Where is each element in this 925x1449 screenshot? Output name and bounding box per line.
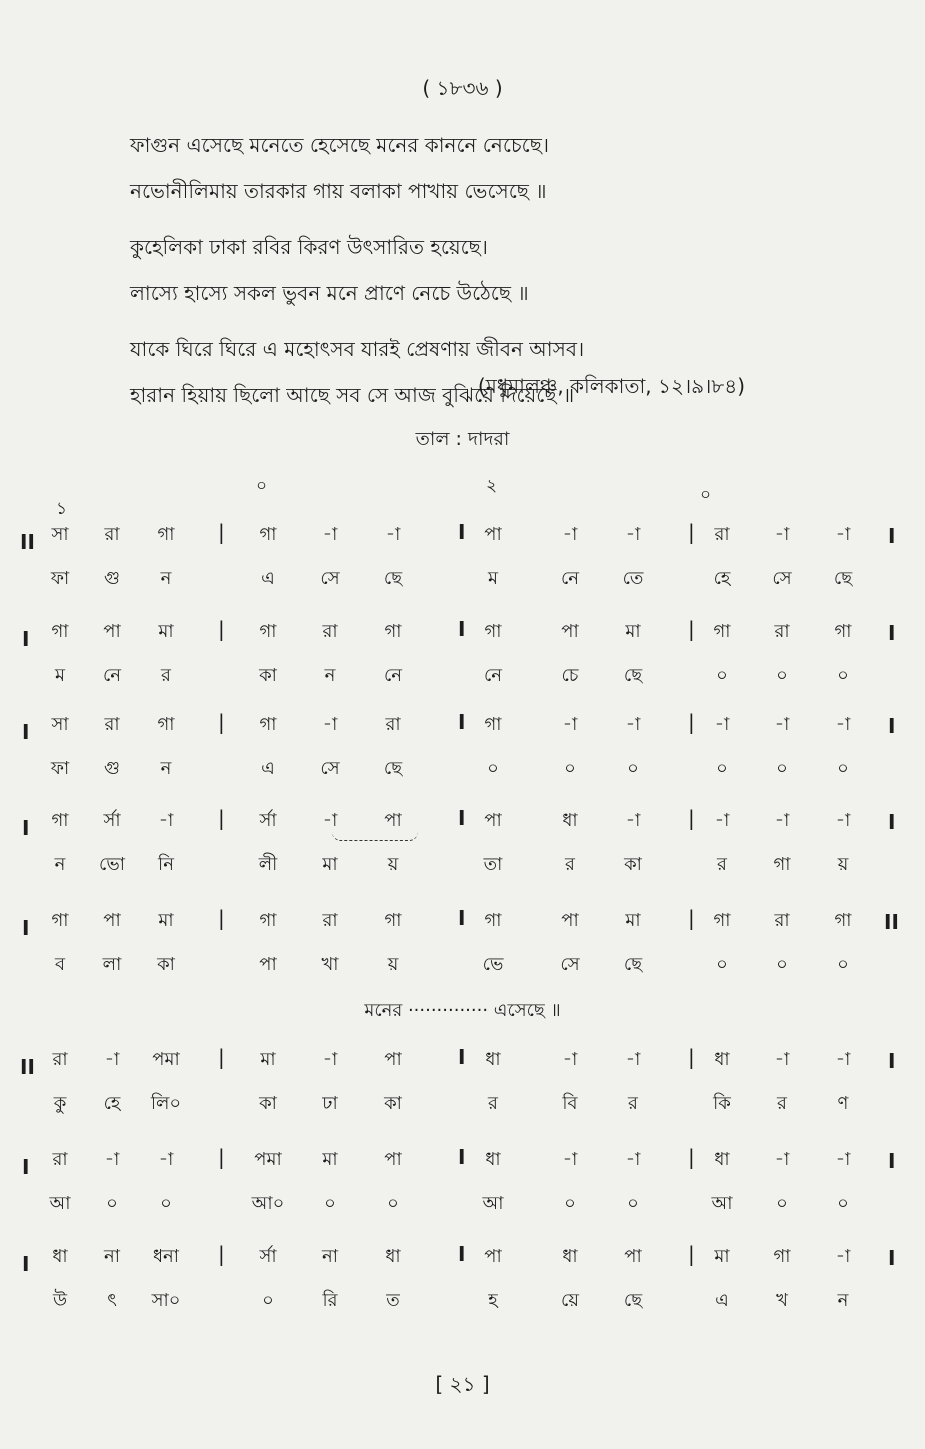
note-cell: মা (260, 1049, 276, 1070)
note-cell: ধা (485, 1049, 501, 1070)
syllable-cell: নে (383, 665, 403, 686)
syllable-cell: কা (259, 665, 277, 686)
syllable-cell: ০ (564, 758, 576, 779)
note-cell: রা (104, 714, 120, 735)
note-cell: গা (51, 621, 69, 642)
syllable-cell: কা (259, 1093, 277, 1114)
syllable-cell: ০ (837, 758, 849, 779)
syllable-cell: লী (258, 854, 278, 875)
note-cell: -া (625, 1049, 641, 1070)
note-cell: -া (835, 714, 851, 735)
note-cell: গা (51, 810, 69, 831)
syllable-cell: লা (102, 954, 122, 975)
syllable-cell: ফা (50, 758, 70, 779)
syllable-cell: ০ (160, 1193, 172, 1214)
note-cell: গা (834, 910, 852, 931)
bar-line-open: II (20, 530, 35, 554)
syllable-cell: নে (560, 568, 580, 589)
tala-heading: তাল : দাদরা (415, 428, 510, 450)
syllable-cell: ০ (776, 954, 788, 975)
note-cell: গা (384, 621, 402, 642)
refrain-line: মনের ·············· এসেছে ॥ (364, 1000, 561, 1021)
note-cell: মা (158, 910, 174, 931)
syllable-cell: য় (387, 854, 399, 875)
bar-separator: I (458, 1045, 466, 1069)
lyric-line: যাকে ঘিরে ঘিরে এ মহোৎসব যারই প্রেষণায় জীবন আসব। (130, 337, 585, 361)
lyric-line: কুহেলিকা ঢাকা রবির কিরণ উৎসারিত হয়েছে। (130, 235, 488, 259)
syllable-cell: ০ (387, 1193, 399, 1214)
note-cell: পা (484, 1246, 502, 1267)
syllable-cell: এ (715, 1290, 729, 1311)
syllable-cell: পা (259, 954, 277, 975)
note-cell: পা (624, 1246, 642, 1267)
bar-separator: | (218, 520, 225, 544)
syllable-cell: খ (776, 1290, 788, 1311)
bar-separator: | (218, 1045, 225, 1069)
page-number-top: ( ১৮৩৬ ) (422, 76, 503, 100)
syllable-cell: ০ (106, 1193, 118, 1214)
note-cell: সা (51, 714, 69, 735)
note-cell: -া (835, 1149, 851, 1170)
note-cell: -া (104, 1149, 120, 1170)
syllable-cell: র (161, 665, 171, 686)
note-cell: রা (322, 910, 338, 931)
syllable-cell: ছে (383, 758, 403, 779)
note-cell: র্সা (259, 1246, 277, 1267)
note-cell: -া (625, 1149, 641, 1170)
syllable-cell: য় (837, 854, 849, 875)
bar-separator: | (688, 617, 695, 641)
note-cell: -া (322, 1049, 338, 1070)
syllable-cell: আ (482, 1193, 504, 1214)
bar-separator: I (458, 906, 466, 930)
syllable-cell: সে (320, 758, 340, 779)
syllable-cell: ০ (837, 954, 849, 975)
bar-line-close: I (888, 1246, 896, 1270)
note-cell: গা (713, 910, 731, 931)
syllable-cell: হ (488, 1290, 498, 1311)
note-cell: গা (384, 910, 402, 931)
syllable-cell: ০ (627, 758, 639, 779)
bar-separator: | (688, 1045, 695, 1069)
note-cell: সা (51, 524, 69, 545)
note-cell: -া (714, 810, 730, 831)
syllable-cell: ণ (837, 1093, 849, 1114)
note-cell: -া (562, 714, 578, 735)
note-cell: মা (322, 1149, 338, 1170)
syllable-cell: আ (711, 1193, 733, 1214)
syllable-cell: ছে (383, 568, 403, 589)
syllable-cell: রি (322, 1290, 338, 1311)
syllable-cell: র (717, 854, 727, 875)
syllable-cell: উ (52, 1290, 68, 1311)
syllable-cell: র (488, 1093, 498, 1114)
note-cell: -া (385, 524, 401, 545)
beat-mark-second: ০ (256, 476, 268, 496)
note-cell: র্সা (259, 810, 277, 831)
note-cell: -া (625, 810, 641, 831)
bar-separator: | (688, 906, 695, 930)
note-cell: -া (562, 1149, 578, 1170)
note-cell: গা (484, 714, 502, 735)
syllable-cell: ০ (776, 665, 788, 686)
lyric-line: হারান হিয়ায় ছিলো আছে সব সে আজ বুঝিয়ে দিয়েছে ॥ (130, 383, 575, 407)
note-cell: গা (773, 1246, 791, 1267)
note-cell: -া (562, 1049, 578, 1070)
note-cell: রা (104, 524, 120, 545)
page-number-bottom: [ ২১ ] (435, 1372, 490, 1396)
syllable-cell: ন (54, 854, 66, 875)
syllable-cell: ০ (716, 954, 728, 975)
bar-separator: | (688, 520, 695, 544)
note-cell: -া (835, 1049, 851, 1070)
syllable-cell: তে (622, 568, 644, 589)
bar-separator: | (688, 1145, 695, 1169)
note-cell: -া (104, 1049, 120, 1070)
note-cell: পা (384, 810, 402, 831)
syllable-cell: গু (104, 758, 120, 779)
note-cell: পা (561, 910, 579, 931)
syllable-cell: র (777, 1093, 787, 1114)
syllable-cell: ০ (564, 1193, 576, 1214)
note-cell: রা (774, 621, 790, 642)
note-cell: ধা (52, 1246, 68, 1267)
note-cell: -া (774, 1149, 790, 1170)
note-cell: রা (385, 714, 401, 735)
note-cell: না (322, 1246, 338, 1267)
syllable-cell: ফা (50, 568, 70, 589)
syllable-cell: গু (104, 568, 120, 589)
syllable-cell: য় (387, 954, 399, 975)
syllable-cell: নে (102, 665, 122, 686)
bar-line-close: I (888, 1149, 896, 1173)
note-cell: মা (625, 910, 641, 931)
note-cell: র্সা (103, 810, 121, 831)
note-cell: ধা (485, 1149, 501, 1170)
bar-separator: | (218, 617, 225, 641)
lyric-line: লাস্যে হাস্যে সকল ভুবন মনে প্রাণে নেচে উঠেছে ॥ (130, 281, 529, 305)
note-cell: -া (774, 714, 790, 735)
note-cell: গা (259, 910, 277, 931)
syllable-cell: ৎ (107, 1290, 117, 1311)
syllable-cell: ০ (716, 758, 728, 779)
syllable-cell: কু (53, 1093, 67, 1114)
syllable-cell: ছে (833, 568, 853, 589)
note-cell: গা (259, 621, 277, 642)
note-cell: -া (835, 1246, 851, 1267)
syllable-cell: ছে (623, 665, 643, 686)
syllable-cell: ০ (837, 665, 849, 686)
syllable-cell: চে (561, 665, 579, 686)
lyric-line: নভোনীলিমায় তারকার গায় বলাকা পাখায় ভেসেছে ॥ (130, 179, 547, 203)
bar-separator: | (218, 1242, 225, 1266)
note-cell: গা (259, 714, 277, 735)
bar-line-close: I (888, 621, 896, 645)
syllable-cell: ছে (623, 954, 643, 975)
note-cell: -া (322, 810, 338, 831)
syllable-cell: লি০ (150, 1093, 182, 1114)
syllable-cell: কা (624, 854, 642, 875)
bar-line-open: I (22, 1252, 30, 1276)
note-cell: গা (157, 714, 175, 735)
note-cell: -া (835, 810, 851, 831)
bar-separator: | (218, 906, 225, 930)
syllable-cell: গা (773, 854, 791, 875)
note-cell: গা (51, 910, 69, 931)
note-cell: পমা (254, 1149, 282, 1170)
note-cell: -া (322, 714, 338, 735)
bar-line-open: I (22, 1155, 30, 1179)
syllable-cell: ন (160, 568, 172, 589)
syllable-cell: হে (103, 1093, 121, 1114)
bar-separator: | (218, 710, 225, 734)
syllable-cell: তা (483, 854, 503, 875)
note-cell: -া (774, 524, 790, 545)
beat-mark-first: ১ (56, 499, 68, 519)
syllable-cell: কি (713, 1093, 731, 1114)
note-cell: -া (835, 524, 851, 545)
note-cell: গা (484, 910, 502, 931)
syllable-cell: ০ (627, 1193, 639, 1214)
note-cell: -া (158, 1149, 174, 1170)
syllable-cell: র (565, 854, 575, 875)
bar-separator: I (458, 710, 466, 734)
note-cell: ধা (714, 1149, 730, 1170)
lyric-line: ফাগুন এসেছে মনেতে হেসেছে মনের কাননে নেচেছে। (130, 133, 549, 157)
syllable-cell: কা (157, 954, 175, 975)
note-cell: পা (484, 524, 502, 545)
syllable-cell: এ (261, 568, 275, 589)
syllable-cell: আ (49, 1193, 71, 1214)
syllable-cell: ঢা (322, 1093, 338, 1114)
bar-separator: | (688, 710, 695, 734)
bar-separator: | (218, 806, 225, 830)
note-cell: -া (714, 714, 730, 735)
bar-separator: I (458, 1242, 466, 1266)
syllable-cell: সে (560, 954, 580, 975)
note-cell: ধা (385, 1246, 401, 1267)
note-cell: রা (322, 621, 338, 642)
note-cell: না (104, 1246, 120, 1267)
note-cell: গা (834, 621, 852, 642)
beat-mark-fourth: ০ (700, 485, 712, 505)
syllable-cell: নে (483, 665, 503, 686)
syllable-cell: নি (158, 854, 174, 875)
syllable-cell: আ০ (251, 1193, 285, 1214)
note-cell: মা (625, 621, 641, 642)
syllable-cell: বি (562, 1093, 578, 1114)
note-cell: গা (259, 524, 277, 545)
syllable-cell: ০ (324, 1193, 336, 1214)
note-cell: পা (103, 910, 121, 931)
bar-separator: I (458, 1145, 466, 1169)
syllable-cell: ম (55, 665, 65, 686)
syllable-cell: ন (160, 758, 172, 779)
syllable-cell: ন (324, 665, 336, 686)
syllable-cell: ত (386, 1290, 400, 1311)
note-cell: পা (384, 1049, 402, 1070)
bar-separator: I (458, 617, 466, 641)
syllable-cell: ০ (487, 758, 499, 779)
note-cell: পা (384, 1149, 402, 1170)
bar-line-close: I (888, 810, 896, 834)
note-cell: ধা (714, 1049, 730, 1070)
note-cell: গা (157, 524, 175, 545)
syllable-cell: ন (837, 1290, 849, 1311)
syllable-cell: ০ (262, 1290, 274, 1311)
syllable-cell: ০ (776, 758, 788, 779)
note-cell: -া (774, 1049, 790, 1070)
note-cell: রা (52, 1049, 68, 1070)
bar-line-close: I (888, 1049, 896, 1073)
syllable-cell: ভে (482, 954, 504, 975)
bar-line-open: II (20, 1055, 35, 1079)
bar-line-open: I (22, 627, 30, 651)
source-citation: (মধুমালঞ্চ, কলিকাতা, ১২।৯।৮৪) (477, 374, 745, 398)
syllable-cell: সা০ (151, 1290, 181, 1311)
bar-separator: | (688, 1242, 695, 1266)
note-cell: -া (322, 524, 338, 545)
note-cell: ধা (562, 1246, 578, 1267)
bar-line-open: I (22, 720, 30, 744)
note-cell: -া (625, 714, 641, 735)
note-cell: ধনা (152, 1246, 180, 1267)
syllable-cell: এ (261, 758, 275, 779)
note-cell: -া (774, 810, 790, 831)
bar-separator: I (458, 806, 466, 830)
note-cell: গা (484, 621, 502, 642)
bar-line-close: I (888, 524, 896, 548)
bar-line-close: I (888, 714, 896, 738)
note-cell: মা (714, 1246, 730, 1267)
bar-line-open: I (22, 916, 30, 940)
note-cell: রা (714, 524, 730, 545)
syllable-cell: মা (322, 854, 338, 875)
note-cell: -া (562, 524, 578, 545)
bar-separator: | (688, 806, 695, 830)
syllable-cell: হে (713, 568, 731, 589)
note-cell: পা (561, 621, 579, 642)
bar-line-open: I (22, 816, 30, 840)
syllable-cell: ম (488, 568, 498, 589)
note-cell: -া (158, 810, 174, 831)
syllable-cell: সে (320, 568, 340, 589)
syllable-cell: র (628, 1093, 638, 1114)
note-cell: -া (625, 524, 641, 545)
bar-separator: | (218, 1145, 225, 1169)
syllable-cell: ০ (776, 1193, 788, 1214)
syllable-cell: সে (772, 568, 792, 589)
note-cell: গা (713, 621, 731, 642)
slur-mark (332, 832, 418, 841)
syllable-cell: ভো (99, 854, 125, 875)
syllable-cell: খা (321, 954, 339, 975)
syllable-cell: ০ (837, 1193, 849, 1214)
syllable-cell: কা (384, 1093, 402, 1114)
beat-mark-third: ২ (486, 476, 498, 496)
note-cell: পা (103, 621, 121, 642)
syllable-cell: ০ (716, 665, 728, 686)
bar-separator: I (458, 520, 466, 544)
note-cell: পমা (152, 1049, 180, 1070)
note-cell: রা (52, 1149, 68, 1170)
note-cell: মা (158, 621, 174, 642)
syllable-cell: য়ে (561, 1290, 579, 1311)
note-cell: ধা (562, 810, 578, 831)
note-cell: পা (484, 810, 502, 831)
note-cell: রা (774, 910, 790, 931)
syllable-cell: ব (54, 954, 66, 975)
syllable-cell: ছে (623, 1290, 643, 1311)
bar-line-close: II (884, 910, 899, 934)
